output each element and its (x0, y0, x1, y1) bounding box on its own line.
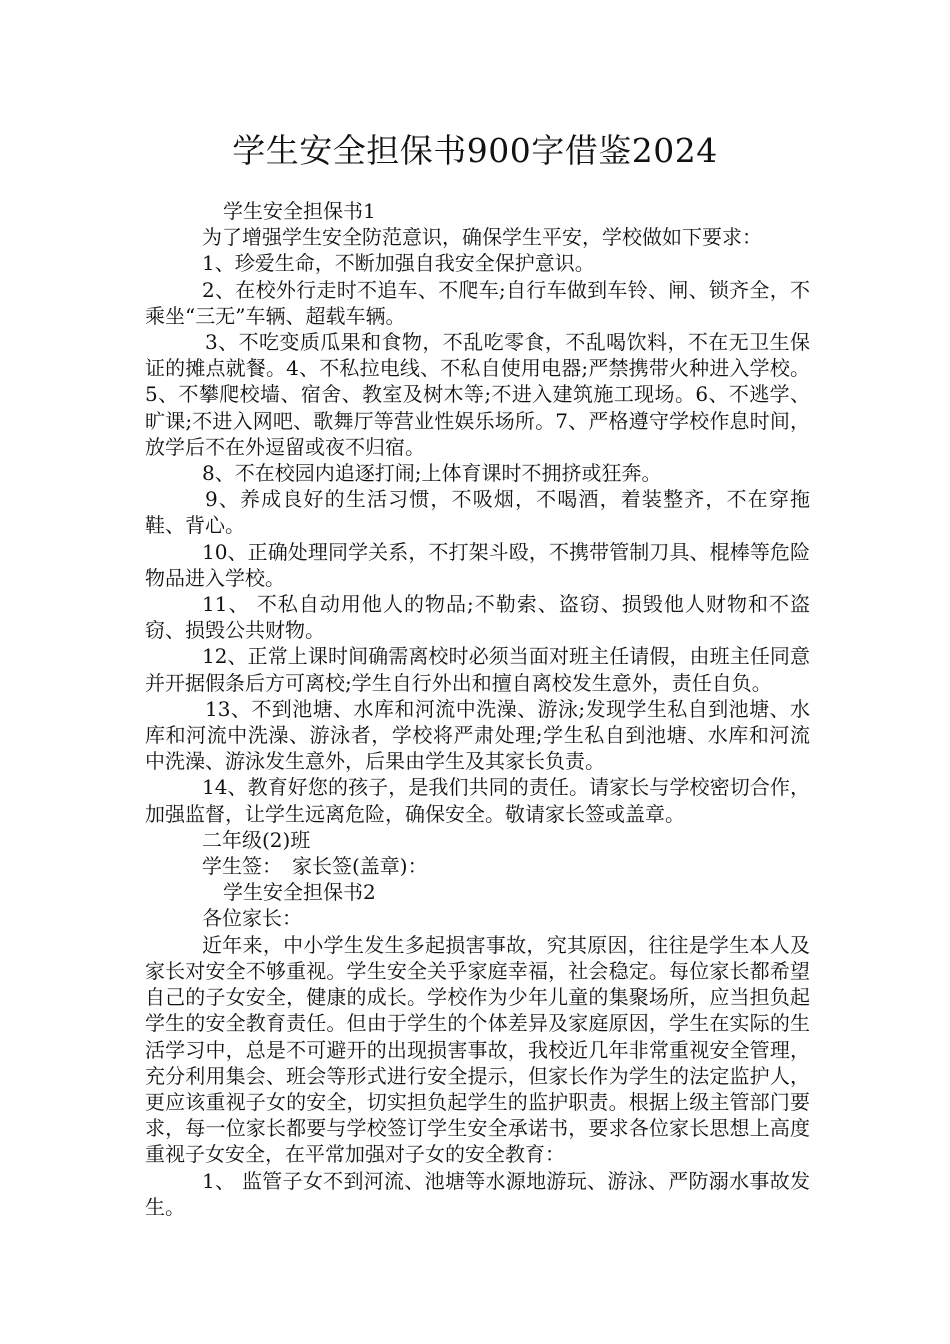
paragraph: 13、不到池塘、水库和河流中洗澡、游泳;发现学生私自到池塘、水库和河流中洗澡、游泳者，学校将严肃处理;学生私自到池塘、水库和河流中洗澡、游泳发生意外，后果由学生及其家长负责。 (145, 696, 810, 774)
document-title: 学生安全担保书900字借鉴2024 (232, 131, 718, 170)
paragraph: 12、正常上课时间确需离校时必须当面对班主任请假，由班主任同意并开据假条后方可离校;学生自行外出和擅自离校发生意外，责任自负。 (145, 644, 810, 695)
paragraph: 近年来，中小学生发生多起损害事故，究其原因，往往是学生本人及家长对安全不够重视。学生安全关乎家庭幸福，社会稳定。每位家长都希望自己的子女安全，健康的成长。学校作为少年儿童的集聚场所，应当担负起学生的安全教育责任。但由于学生的个体差异及家庭原因，学生在实际的生活学习中，总是不可避开的出现损害事故，我校近几年非常重视安全管理，充分利用集会、班会等形式进行安全提示，但家长作为学生的法定监护人，更应该重视子女的安全，切实担负起学生的监护职责。根据上级主管部门要求，每一位家长都要与学校签订学生安全承诺书，要求各位家长思想上高度重视子女安全，在平常加强对子女的安全教育： (145, 932, 810, 1167)
paragraph: 1、 监管子女不到河流、池塘等水源地游玩、游泳、严防溺水事故发生。 (145, 1168, 810, 1219)
salutation: 各位家长： (202, 906, 302, 931)
paragraph: 14、教育好您的孩子，是我们共同的责任。请家长与学校密切合作，加强监督，让学生远离危险，确保安全。敬请家长签或盖章。 (145, 775, 810, 826)
section-heading: 学生安全担保书2 (223, 880, 376, 905)
document-body (145, 198, 810, 1220)
paragraph: 10、正确处理同学关系，不打架斗殴，不携带管制刀具、棍棒等危险物品进入学校。 (145, 539, 810, 590)
signature-line: 学生签： 家长签(盖章)： (202, 854, 428, 879)
class-label: 二年级(2)班 (202, 827, 311, 852)
paragraph: 8、不在校园内追逐打闹;上体育课时不拥挤或狂奔。 (202, 461, 662, 486)
paragraph: 2、在校外行走时不追车、不爬车;自行车做到车铃、闸、锁齐全，不乘坐“三无”车辆、超载车辆。 (145, 277, 810, 328)
section-heading: 学生安全担保书1 (223, 199, 376, 223)
paragraph: 1、珍爱生命，不断加强自我安全保护意识。 (202, 251, 595, 276)
paragraph: 为了增强学生安全防范意识，确保学生平安，学校做如下要求： (202, 225, 762, 250)
paragraph: 11、 不私自动用他人的物品;不勒索、盗窃、损毁他人财物和不盗窃、损毁公共财物。 (145, 592, 810, 643)
paragraph: 3、不吃变质瓜果和食物，不乱吃零食，不乱喝饮料，不在无卫生保证的摊点就餐。4、不私拉电线、不私自使用电器;严禁携带火种进入学校。5、不攀爬校墙、宿舍、教室及树木等;不进入建筑施工现场。6、不逃学、旷课;不进入网吧、歌舞厅等营业性娱乐场所。7、严格遵守学校作息时间，放学后不在外逗留或夜不归宿。 (145, 330, 810, 459)
paragraph: 9、养成良好的生活习惯，不吸烟，不喝酒，着装整齐，不在穿拖鞋、背心。 (145, 487, 810, 538)
